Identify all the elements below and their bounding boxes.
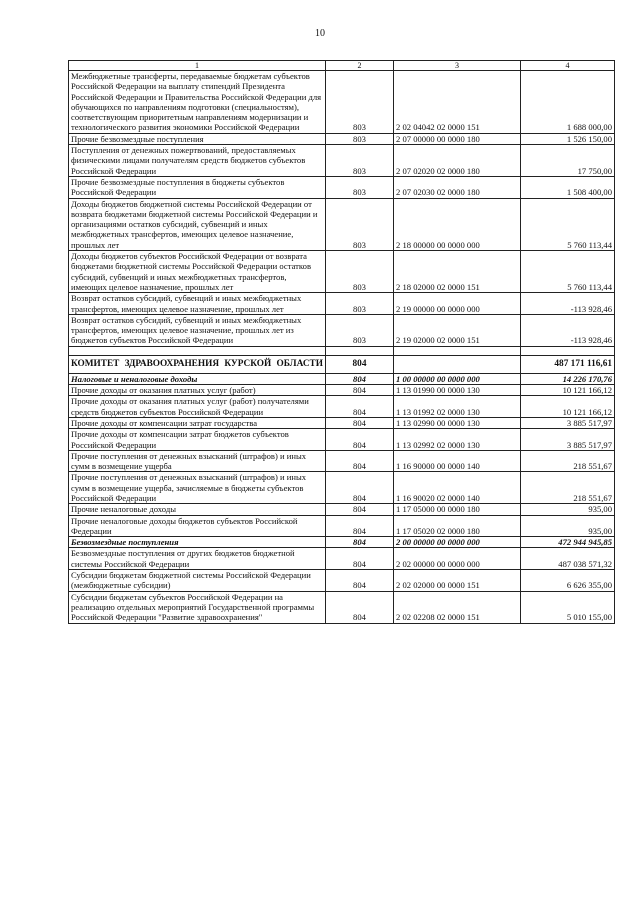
administrator-code-cell: 804: [326, 450, 394, 472]
revenue-name-cell: Безвозмездные поступления: [69, 537, 326, 548]
revenue-name-cell: Прочие доходы от компенсации затрат бюджетов субъектов Российской Федерации: [69, 429, 326, 451]
section-total-row: [69, 537, 615, 548]
revenue-name-cell: КОМИТЕТ ЗДРАВООХРАНЕНИЯ КУРСКОЙ ОБЛАСТИ: [69, 355, 326, 373]
table-row: [69, 417, 615, 428]
table-row: [69, 570, 615, 592]
table-row: [69, 396, 615, 418]
budget-classification-code-cell: 2 07 02020 02 0000 180: [394, 145, 521, 177]
amount-cell: 935,00: [521, 515, 615, 537]
table-row: [69, 429, 615, 451]
table-row: [69, 548, 615, 570]
revenue-name-cell: Доходы бюджетов субъектов Российской Федерации от возврата бюджетами бюджетной системы Российской Федерации остатков субсидий, субвенций и иных межбюджетных трансфертов, имеющих целевое назначение, прошлых лет: [69, 251, 326, 293]
table-row: [69, 145, 615, 177]
administrator-code-cell: 803: [326, 145, 394, 177]
section-total-row: [69, 373, 615, 384]
amount-cell: -113 928,46: [521, 293, 615, 315]
table-row: [69, 591, 615, 623]
administrator-code-cell: 804: [326, 373, 394, 384]
amount-cell: 10 121 166,12: [521, 396, 615, 418]
amount-cell: 5 010 155,00: [521, 591, 615, 623]
column-number-3: 3: [394, 61, 521, 71]
budget-classification-code-cell: 2 18 02000 02 0000 151: [394, 251, 521, 293]
amount-cell: 10 121 166,12: [521, 385, 615, 396]
column-number-2: 2: [326, 61, 394, 71]
table-row: [69, 251, 615, 293]
administrator-code-cell: 803: [326, 198, 394, 250]
amount-cell: 17 750,00: [521, 145, 615, 177]
revenue-name-cell: Прочие доходы от оказания платных услуг (работ): [69, 385, 326, 396]
budget-classification-code-cell: 2 02 02208 02 0000 151: [394, 591, 521, 623]
table-row: [69, 385, 615, 396]
amount-cell: 472 944 945,85: [521, 537, 615, 548]
budget-classification-code-cell: 1 13 02990 00 0000 130: [394, 417, 521, 428]
administrator-code-cell: 803: [326, 293, 394, 315]
amount-cell: 487 171 116,61: [521, 355, 615, 373]
administrator-code-cell: 804: [326, 548, 394, 570]
spacer-cell: [394, 346, 521, 355]
amount-cell: 1 526 150,00: [521, 133, 615, 144]
spacer-row: [69, 346, 615, 355]
table-row: [69, 293, 615, 315]
budget-classification-code-cell: 1 13 02992 02 0000 130: [394, 429, 521, 451]
budget-classification-code-cell: 2 02 00000 00 0000 000: [394, 548, 521, 570]
administrator-code-cell: 804: [326, 515, 394, 537]
revenue-name-cell: Возврат остатков субсидий, субвенций и иных межбюджетных трансфертов, имеющих целевое назначение, прошлых лет из бюджетов субъектов Российской Федерации: [69, 314, 326, 346]
revenue-name-cell: Прочие поступления от денежных взысканий (штрафов) и иных сумм в возмещение ущерба: [69, 450, 326, 472]
budget-classification-code-cell: 2 07 00000 00 0000 180: [394, 133, 521, 144]
table-row: [69, 515, 615, 537]
amount-cell: 1 688 000,00: [521, 71, 615, 134]
revenue-name-cell: Прочие доходы от компенсации затрат государства: [69, 417, 326, 428]
administrator-code-cell: 803: [326, 176, 394, 198]
amount-cell: 218 551,67: [521, 450, 615, 472]
revenue-name-cell: Прочие безвозмездные поступления в бюджеты субъектов Российской Федерации: [69, 176, 326, 198]
table-body: [69, 71, 615, 624]
budget-classification-code-cell: 1 00 00000 00 0000 000: [394, 373, 521, 384]
revenue-name-cell: Прочие доходы от оказания платных услуг (работ) получателями средств бюджетов субъектов Российской Федерации: [69, 396, 326, 418]
budget-classification-code-cell: 2 18 00000 00 0000 000: [394, 198, 521, 250]
amount-cell: 3 885 517,97: [521, 429, 615, 451]
revenue-name-cell: Межбюджетные трансферты, передаваемые бюджетам субъектов Российской Федерации на выплату стипендий Президента Российской Федерации и Правительства Российской Федерации для обучающихся по направлениям подготовки (специальностям), соответствующим приоритетным направлениям модернизации и технологического развития экономики Российской Федерации: [69, 71, 326, 134]
spacer-cell: [326, 346, 394, 355]
amount-cell: -113 928,46: [521, 314, 615, 346]
table-row: [69, 176, 615, 198]
budget-classification-code-cell: 2 19 02000 02 0000 151: [394, 314, 521, 346]
column-number-header-row: [69, 61, 615, 71]
column-number-4: 4: [521, 61, 615, 71]
administrator-code-cell: 804: [326, 537, 394, 548]
revenue-name-cell: Субсидии бюджетам субъектов Российской Федерации на реализацию отдельных мероприятий Государственной программы Российской Федерации "Развитие здравоохранения": [69, 591, 326, 623]
administrator-code-cell: 804: [326, 385, 394, 396]
amount-cell: 487 038 571,32: [521, 548, 615, 570]
budget-classification-code-cell: 1 13 01992 02 0000 130: [394, 396, 521, 418]
budget-classification-code-cell: 1 13 01990 00 0000 130: [394, 385, 521, 396]
revenue-name-cell: Прочие неналоговые доходы бюджетов субъектов Российской Федерации: [69, 515, 326, 537]
administrator-code-cell: 804: [326, 355, 394, 373]
revenue-name-cell: Безвозмездные поступления от других бюджетов бюджетной системы Российской Федерации: [69, 548, 326, 570]
budget-classification-code-cell: 1 17 05020 02 0000 180: [394, 515, 521, 537]
revenue-name-cell: Субсидии бюджетам бюджетной системы Российской Федерации (межбюджетные субсидии): [69, 570, 326, 592]
revenue-name-cell: Прочие неналоговые доходы: [69, 504, 326, 515]
amount-cell: 5 760 113,44: [521, 198, 615, 250]
amount-cell: 3 885 517,97: [521, 417, 615, 428]
budget-classification-code-cell: 2 07 02030 02 0000 180: [394, 176, 521, 198]
budget-classification-code-cell: 2 02 02000 00 0000 151: [394, 570, 521, 592]
budget-classification-code-cell: 1 16 90000 00 0000 140: [394, 450, 521, 472]
revenue-name-cell: Налоговые и неналоговые доходы: [69, 373, 326, 384]
spacer-cell: [521, 346, 615, 355]
table-row: [69, 472, 615, 504]
budget-classification-code-cell: 2 19 00000 00 0000 000: [394, 293, 521, 315]
administrator-code-cell: 803: [326, 133, 394, 144]
budget-classification-code-cell: 1 17 05000 00 0000 180: [394, 504, 521, 515]
administrator-code-cell: 804: [326, 417, 394, 428]
amount-cell: 6 626 355,00: [521, 570, 615, 592]
column-number-1: 1: [69, 61, 326, 71]
administrator-code-cell: 804: [326, 570, 394, 592]
amount-cell: 218 551,67: [521, 472, 615, 504]
administrator-code-cell: 804: [326, 591, 394, 623]
revenue-name-cell: Доходы бюджетов бюджетной системы Российской Федерации от возврата бюджетами бюджетной системы Российской Федерации и организациями остатков субсидий, субвенций и иных межбюджетных трансфертов, имеющих целевое назначение, прошлых лет: [69, 198, 326, 250]
amount-cell: 5 760 113,44: [521, 251, 615, 293]
revenue-name-cell: Возврат остатков субсидий, субвенций и иных межбюджетных трансфертов, имеющих целевое назначение, прошлых лет: [69, 293, 326, 315]
administrator-code-cell: 804: [326, 504, 394, 515]
page-number: 10: [315, 28, 325, 39]
administrator-code-cell: 803: [326, 251, 394, 293]
budget-classification-code-cell: [394, 355, 521, 373]
amount-cell: 14 226 170,76: [521, 373, 615, 384]
amount-cell: 1 508 400,00: [521, 176, 615, 198]
table-row: [69, 450, 615, 472]
table-row: [69, 71, 615, 134]
table-row: [69, 198, 615, 250]
committee-row: [69, 355, 615, 373]
budget-classification-code-cell: 2 00 00000 00 0000 000: [394, 537, 521, 548]
revenue-name-cell: Поступления от денежных пожертвований, предоставляемых физическими лицами получателям средств бюджетов субъектов Российской Федерации: [69, 145, 326, 177]
budget-classification-code-cell: 2 02 04042 02 0000 151: [394, 71, 521, 134]
table-row: [69, 314, 615, 346]
revenue-name-cell: Прочие поступления от денежных взысканий (штрафов) и иных сумм в возмещение ущерба, зачисляемые в бюджеты субъектов Российской Федерации: [69, 472, 326, 504]
budget-classification-code-cell: 1 16 90020 02 0000 140: [394, 472, 521, 504]
budget-revenue-table: [68, 60, 615, 624]
administrator-code-cell: 803: [326, 71, 394, 134]
table-row: [69, 504, 615, 515]
administrator-code-cell: 804: [326, 396, 394, 418]
amount-cell: 935,00: [521, 504, 615, 515]
administrator-code-cell: 804: [326, 472, 394, 504]
revenue-name-cell: Прочие безвозмездные поступления: [69, 133, 326, 144]
spacer-cell: [69, 346, 326, 355]
administrator-code-cell: 804: [326, 429, 394, 451]
table-row: [69, 133, 615, 144]
administrator-code-cell: 803: [326, 314, 394, 346]
